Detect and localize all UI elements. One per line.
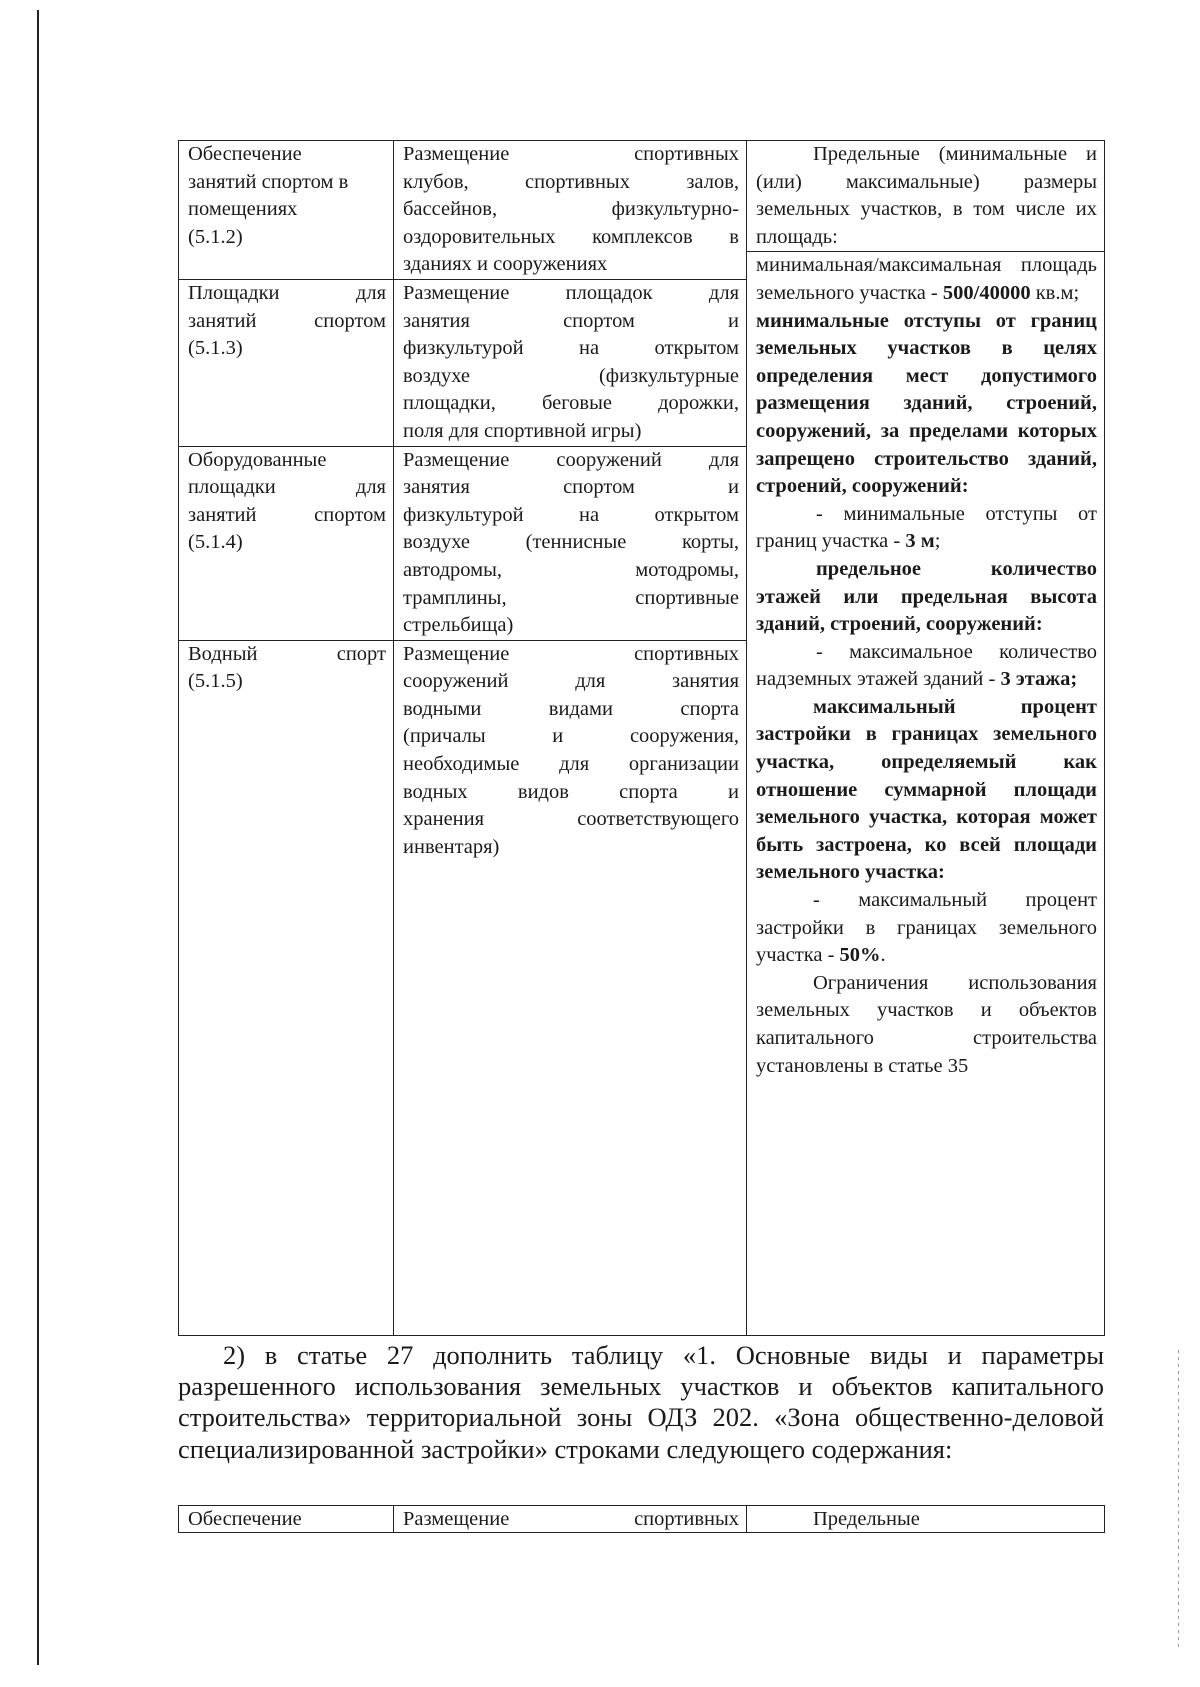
- text-line: хранения соответствующего: [403, 808, 739, 831]
- params-text: .: [880, 944, 886, 967]
- params-paragraph: [747, 251, 1104, 307]
- description-cell: [394, 141, 747, 280]
- text-line: площадки, беговые дорожки,: [403, 392, 739, 415]
- params-heading: максимальный процент застройки в границах земельного участка, определяемый как отношение суммарной площади земельного участка, которая может быть застроена, ко всей площади земельного участка:: [756, 695, 1097, 884]
- params-paragraph: [756, 501, 1097, 556]
- description-cell: [394, 640, 747, 1335]
- params-paragraph: [756, 556, 1097, 639]
- land-use-table: [178, 140, 1105, 1336]
- params-paragraph: Ограничения использования земельных участков и объектов капитального строительства установлены в статье 35: [756, 971, 1097, 1077]
- amendment-paragraph: [178, 1340, 1104, 1465]
- params-text: - максимальное количество надземных этажей зданий -: [756, 640, 1097, 691]
- text-line: Оборудованные: [188, 448, 327, 471]
- params-text: ;: [934, 530, 941, 553]
- params-value: 500/40000: [942, 281, 1031, 304]
- params-paragraph: [756, 308, 1097, 501]
- text-line: Размещение спортивных: [403, 642, 739, 665]
- text-line: физкультурой на открытом: [403, 337, 739, 360]
- scan-edge-right: [1178, 1350, 1179, 1650]
- text-line: воздухе (теннисные корты,: [403, 531, 739, 554]
- text-line: воздухе (физкультурные: [403, 364, 739, 387]
- text-line: стрельбища): [403, 614, 514, 637]
- text-line: зданиях и сооружениях: [403, 253, 608, 276]
- description-cell: [394, 1506, 747, 1533]
- use-type-cell: [179, 279, 394, 446]
- text-line: (5.1.5): [188, 670, 243, 693]
- parameters-cell: [747, 141, 1105, 1336]
- text-line: поля для спортивной игры): [403, 419, 642, 442]
- paragraph-text: 2) в статье 27 дополнить таблицу «1. Основные виды и параметры разрешенного использования земельных участков и объектов капитального строительства» территориальной зоны ОДЗ 202. «Зона общественно-деловой специализированной застройки» строками следующего содержания:: [178, 1340, 1104, 1464]
- text-line: необходимые для организации: [403, 753, 739, 776]
- text-line: водных видов спорта и: [403, 780, 739, 803]
- text-line: помещениях: [188, 198, 298, 221]
- text-line: Водный спорт: [188, 642, 386, 665]
- use-type-cell: [179, 640, 394, 1335]
- params-value: 50%: [839, 944, 881, 967]
- text-line: водными видами спорта: [403, 697, 739, 720]
- text-line: Размещение спортивных: [403, 1508, 739, 1530]
- text-line: Размещение площадок для: [403, 281, 739, 304]
- text-line: Предельные: [813, 1508, 920, 1530]
- params-text: - максимальный процент застройки в границах земельного участка -: [756, 889, 1097, 967]
- text-line: занятий спортом: [188, 503, 386, 526]
- text-line: занятия спортом и: [403, 476, 739, 499]
- text-line: Площадки для: [188, 281, 386, 304]
- use-type-cell: [179, 446, 394, 640]
- description-cell: [394, 279, 747, 446]
- text-line: клубов, спортивных залов,: [403, 170, 739, 193]
- text-line: трамплины, спортивные: [403, 586, 739, 609]
- text-line: инвентаря): [403, 835, 500, 858]
- text-line: (5.1.4): [188, 531, 243, 554]
- text-line: Размещение спортивных: [403, 143, 739, 165]
- text-line: занятия спортом и: [403, 309, 739, 332]
- params-value: 3 м: [905, 530, 935, 553]
- table-row: [179, 1506, 1105, 1533]
- land-use-table-continued: [178, 1505, 1105, 1533]
- text-line: (5.1.2): [188, 225, 243, 248]
- parameters-cell: [747, 1506, 1105, 1533]
- text-line: (5.1.3): [188, 337, 243, 360]
- text-line: оздоровительных комплексов в: [403, 225, 739, 248]
- text-line: бассейнов, физкультурно-: [403, 198, 739, 221]
- params-text: кв.м;: [1030, 281, 1080, 304]
- text-line: автодромы, мотодромы,: [403, 558, 739, 581]
- use-type-cell: [179, 1506, 394, 1533]
- text-line: сооружений для занятия: [403, 670, 739, 693]
- params-paragraph: [756, 639, 1097, 694]
- params-heading: минимальные отступы от границ земельных участков в целях определения мест допустимого размещения зданий, строений, сооружений, за пределами которых запрещено строительство зданий, строений, сооружений:: [756, 309, 1097, 498]
- params-heading: предельное количество этажей или предельная высота зданий, строений, сооружений:: [756, 557, 1097, 636]
- text-line: (причалы и сооружения,: [403, 725, 739, 748]
- text-line: Обеспечение: [188, 1508, 302, 1530]
- scan-edge-left: [37, 10, 39, 1665]
- params-text: - минимальные отступы от границ участка -: [756, 502, 1097, 553]
- text-line: Обеспечение: [188, 143, 302, 165]
- params-paragraph: [756, 694, 1097, 887]
- use-type-cell: [179, 141, 394, 280]
- text-line: Размещение сооружений для: [403, 448, 739, 471]
- text-line: занятий спортом: [188, 309, 386, 332]
- params-paragraph: [756, 887, 1097, 970]
- params-text: минимальная/максимальная площадь земельного участка -: [756, 254, 1097, 304]
- text-line: физкультурой на открытом: [403, 503, 739, 526]
- description-cell: [394, 446, 747, 640]
- params-value: 3 этажа;: [1000, 668, 1078, 691]
- params-paragraph: Предельные (минимальные и (или) максимальные) размеры земельных участков, в том числе их площадь:: [756, 143, 1097, 248]
- table-row: [179, 141, 1105, 280]
- text-line: занятий спортом в: [188, 170, 349, 193]
- text-line: площадки для: [188, 476, 386, 499]
